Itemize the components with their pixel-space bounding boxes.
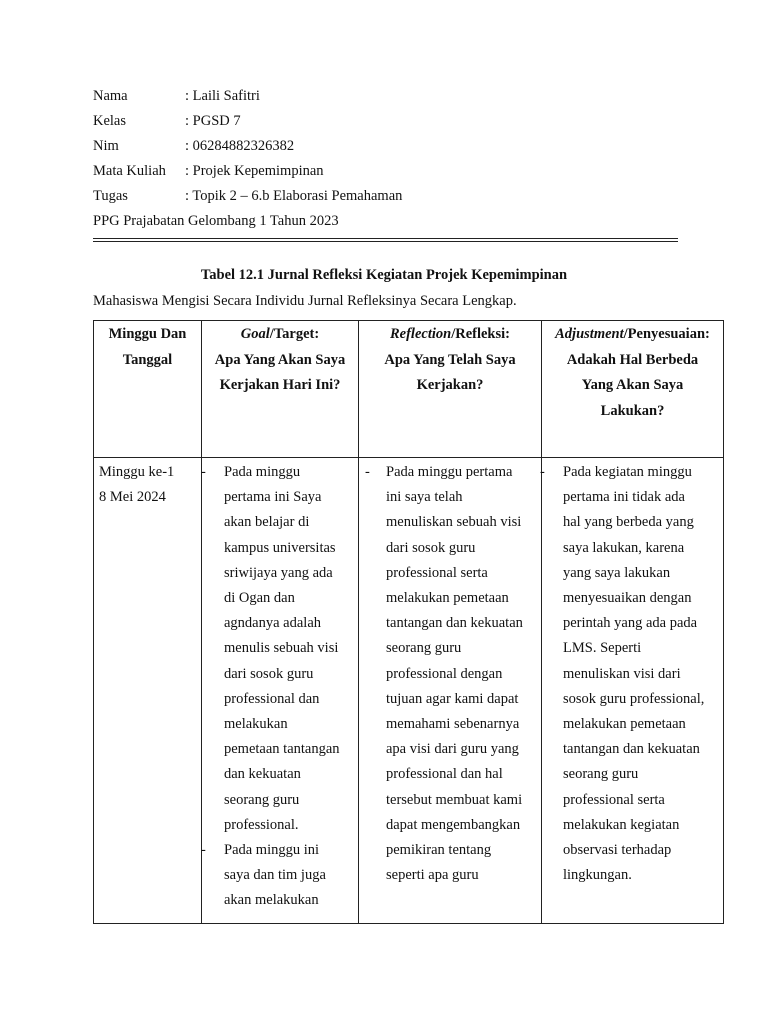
goal-line: kampus universitas: [224, 539, 336, 556]
reflection-line: tantangan dan kekuatan: [386, 615, 523, 632]
header-line: Kerjakan?: [416, 377, 484, 393]
info-value: : Laili Safitri: [185, 88, 260, 104]
header-line: [202, 322, 358, 348]
header-rest: /Refleksi:: [451, 326, 510, 342]
reflection-item: [359, 460, 541, 888]
reflection-journal-table: [93, 320, 724, 924]
reflection-line: tersebut membuat kami: [386, 791, 523, 808]
info-row-kelas: [93, 109, 693, 134]
header-line: Apa Yang Telah Saya: [384, 351, 516, 368]
week-label: Minggu ke-1: [99, 464, 175, 480]
reflection-line: professional dan hal: [386, 766, 503, 783]
adjustment-line: perintah yang ada pada: [563, 615, 698, 632]
header-line: Minggu Dan: [108, 326, 187, 342]
header-reflection: [359, 321, 542, 458]
table-header-row: [94, 321, 724, 458]
reflection-line: seorang guru: [386, 640, 462, 657]
dash-marker: -: [201, 464, 206, 480]
adjustment-line: lingkungan.: [563, 867, 632, 884]
info-label: Kelas: [93, 113, 127, 129]
goal-line: saya dan tim juga: [224, 867, 326, 884]
adjustment-line: menuliskan visi dari: [563, 665, 681, 682]
reflection-line: melakukan pemetaan: [386, 590, 509, 607]
adjustment-line: Pada kegiatan minggu: [563, 464, 692, 480]
adjustment-line: LMS. Seperti: [563, 640, 642, 657]
header-rest: /Target:: [269, 326, 320, 342]
cell-week-date: [94, 458, 202, 924]
reflection-line: Pada minggu pertama: [386, 464, 513, 480]
header-week-date: [94, 321, 202, 458]
header-adjustment: [542, 321, 724, 458]
cell-reflection: [359, 458, 542, 924]
adjustment-line: hal yang berbeda yang: [563, 514, 694, 531]
cell-goal: [202, 458, 359, 924]
reflection-line: apa visi dari guru yang: [386, 741, 519, 758]
info-label: Nama: [93, 88, 128, 104]
reflection-line: menuliskan sebuah visi: [386, 514, 522, 531]
header-line: Adakah Hal Berbeda: [566, 351, 699, 368]
header-italic: Goal: [240, 326, 270, 342]
adjustment-line: sosok guru professional,: [563, 690, 705, 707]
goal-line: Pada minggu: [224, 464, 301, 480]
goal-line: di Ogan dan: [224, 590, 295, 607]
adjustment-line: menyesuaikan dengan: [563, 590, 692, 607]
double-divider: [93, 238, 678, 242]
goal-line: dari sosok guru: [224, 665, 314, 682]
goal-line: seorang guru: [224, 791, 300, 808]
info-value: : 06284882326382: [185, 138, 295, 154]
adjustment-line: melakukan pemetaan: [563, 716, 686, 733]
reflection-line: ini saya telah: [386, 489, 463, 506]
goal-line: professional.: [224, 816, 299, 833]
table-title: Tabel 12.1 Jurnal Refleksi Kegiatan Projek Kepemimpinan: [200, 267, 568, 283]
adjustment-line: tantangan dan kekuatan: [563, 741, 700, 758]
adjustment-line: melakukan kegiatan: [563, 816, 680, 833]
reflection-line: tujuan agar kami dapat: [386, 690, 519, 707]
student-info: [93, 84, 693, 234]
adjustment-line: seorang guru: [563, 766, 639, 783]
reflection-line: dapat mengembangkan: [386, 816, 521, 833]
info-value: : Topik 2 – 6.b Elaborasi Pemahaman: [185, 188, 403, 204]
reflection-line: professional serta: [386, 564, 488, 581]
header-line: Apa Yang Akan Saya: [214, 351, 346, 368]
dash-marker: -: [540, 464, 545, 480]
goal-line: dan kekuatan: [224, 766, 301, 783]
reflection-line: memahami sebenarnya: [386, 716, 520, 733]
program-line: PPG Prajabatan Gelombang 1 Tahun 2023: [93, 213, 339, 229]
reflection-line: professional dengan: [386, 665, 503, 682]
info-row-nim: [93, 134, 693, 159]
goal-line: professional dan: [224, 690, 320, 707]
info-row-mata-kuliah: [93, 159, 693, 184]
adjustment-line: observasi terhadap: [563, 842, 672, 859]
goal-line: akan melakukan: [224, 892, 319, 909]
reflection-line: seperti apa guru: [386, 867, 479, 884]
adjustment-line: pertama ini tidak ada: [563, 489, 685, 506]
dash-marker: -: [365, 464, 370, 480]
info-value: : Projek Kepemimpinan: [185, 163, 324, 179]
info-label: Nim: [93, 138, 119, 154]
goal-item: [202, 460, 358, 838]
adjustment-line: saya lakukan, karena: [563, 539, 685, 556]
adjustment-item: [542, 460, 723, 888]
reflection-line: pemikiran tentang: [386, 842, 492, 859]
header-goal: [202, 321, 359, 458]
header-line: Kerjakan Hari Ini?: [219, 377, 341, 393]
table-row: [94, 458, 724, 924]
header-line: Yang Akan Saya: [581, 377, 684, 393]
goal-item: [202, 838, 358, 914]
goal-line: pemetaan tantangan: [224, 741, 340, 758]
info-label: Mata Kuliah: [93, 163, 166, 179]
adjustment-line: professional serta: [563, 791, 665, 808]
date-label: 8 Mei 2024: [99, 489, 166, 506]
cell-adjustment: [542, 458, 724, 924]
header-italic: Adjustment: [555, 326, 624, 342]
header-line: Tanggal: [122, 351, 173, 368]
reflection-line: dari sosok guru: [386, 539, 476, 556]
header-rest: /Penyesuaian:: [623, 326, 710, 342]
goal-line: melakukan: [224, 716, 288, 733]
info-row-nama: [93, 84, 693, 109]
adjustment-line: yang saya lakukan: [563, 564, 671, 581]
info-row-tugas: [93, 184, 693, 209]
goal-line: akan belajar di: [224, 514, 310, 531]
header-italic: Reflection: [389, 326, 452, 342]
goal-line: menulis sebuah visi: [224, 640, 339, 657]
info-label: Tugas: [93, 188, 128, 204]
header-line: Lakukan?: [600, 402, 665, 419]
goal-line: Pada minggu ini: [224, 842, 320, 859]
header-line: [542, 322, 723, 348]
header-line: [359, 322, 541, 348]
goal-line: pertama ini Saya: [224, 489, 322, 506]
dash-marker: -: [201, 842, 206, 859]
goal-line: agndanya adalah: [224, 615, 322, 632]
info-value: : PGSD 7: [185, 113, 241, 129]
table-subtitle: Mahasiswa Mengisi Secara Individu Jurnal Refleksinya Secara Lengkap.: [93, 293, 517, 309]
goal-line: sriwijaya yang ada: [224, 564, 333, 581]
